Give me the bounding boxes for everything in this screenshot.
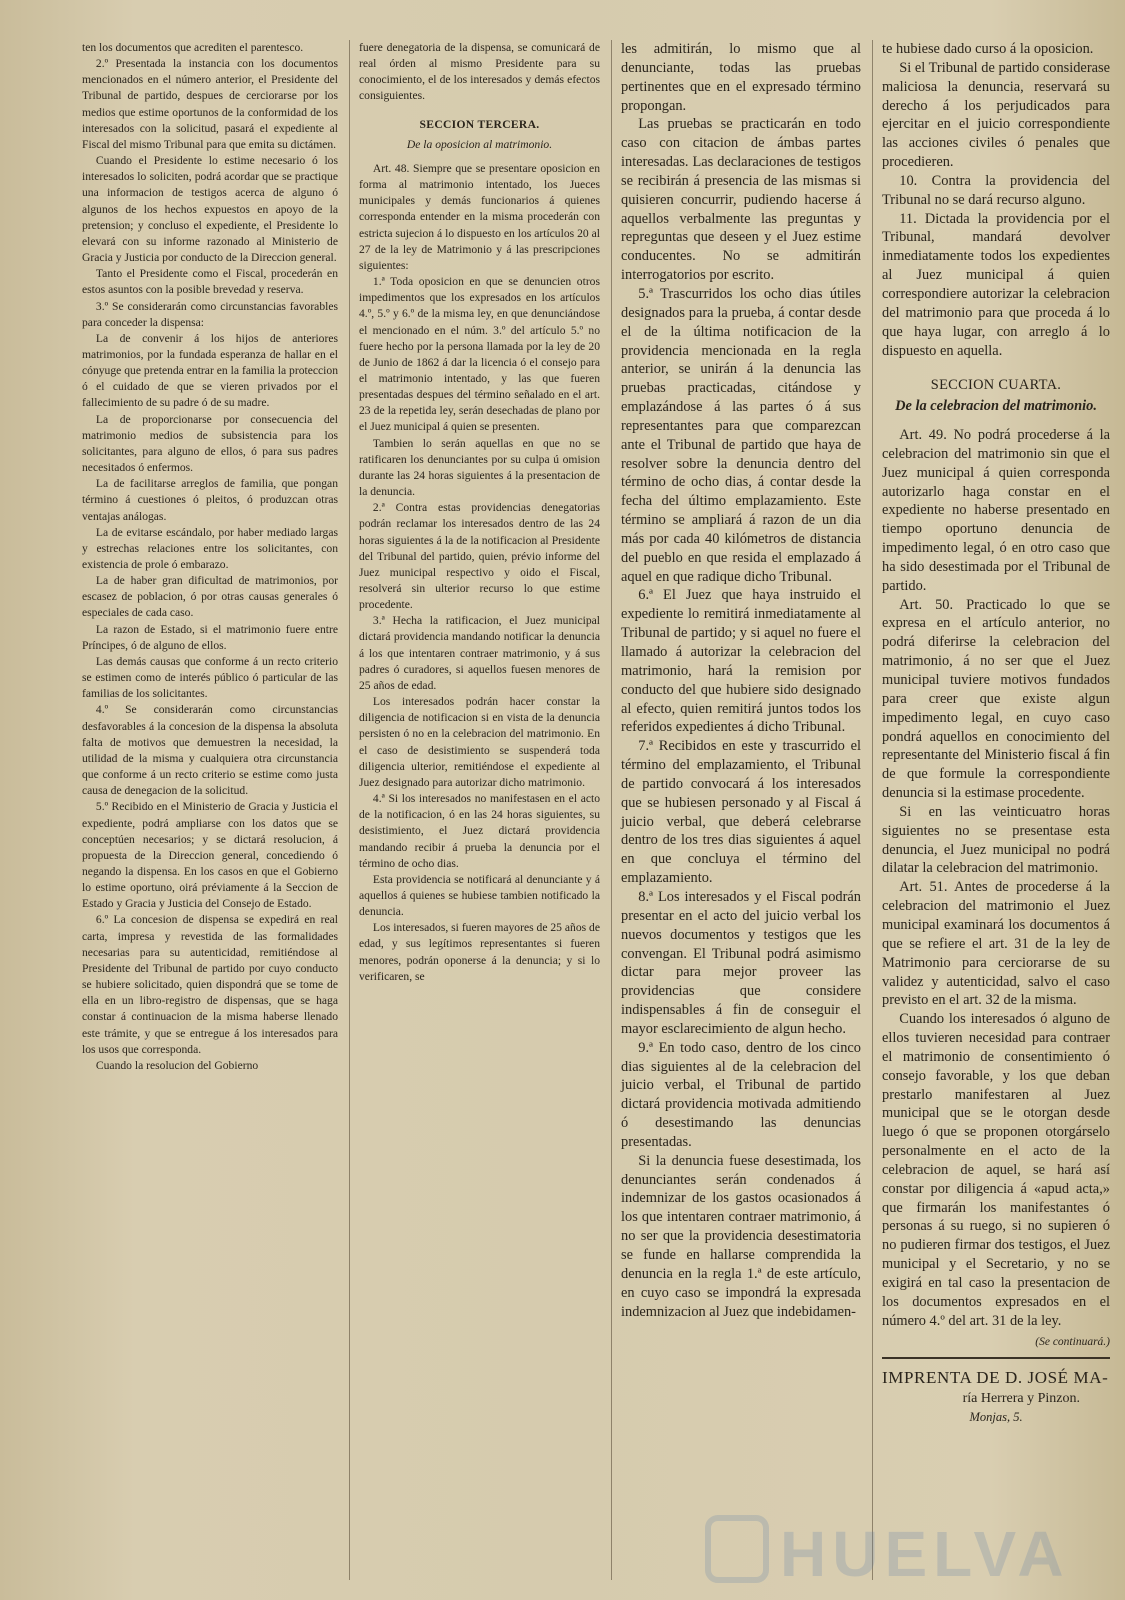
paragraph: Si la denuncia fuese desestimada, los denunciantes serán condenados á indemnizar de los gastos ocasionados á los que intentaren contraer matrimonio, á no ser que la providencia desestimatoria se funde en hallarse comprendida la denuncia en la regla 1.ª de este artículo, en cuyo caso se impondrá la expresada indemnizacion al Juez que indebidamen- [621, 1152, 861, 1320]
imprint-rule [882, 1357, 1110, 1359]
paragraph: les admitirán, lo mismo que al denunciante, todas las pruebas pertinentes que en el expresado término propongan. [621, 41, 861, 114]
paragraph: Tambien lo serán aquellas en que no se ratificaren los denunciantes por su culpa ú omision durante las 24 horas siguientes á la presentacion de la denuncia. [359, 436, 600, 499]
paragraph: Art. 49. No podrá procederse á la celebracion del matrimonio sin que el Juez municipal á quien corresponda autorizarlo haga constar en el expediente no haberse presentado en tiempo oportuno denuncia de impedimento legal, ó en otro caso que ha sido desestimada por el Tribunal de partido. [882, 427, 1110, 594]
paragraph: La de facilitarse arreglos de familia, que pongan término á cuestiones ó pleitos, ó produzcan otras ventajas análogas. [82, 477, 338, 523]
column-4 [872, 40, 1110, 1580]
paragraph: La de haber gran dificultad de matrimonios, por escasez de poblacion, ó por otras causas generales ó especiales de cada caso. [82, 574, 338, 620]
column-3 [611, 40, 861, 1580]
imprint-line-1: IMPRENTA DE D. JOSÉ MA- [882, 1368, 1109, 1388]
paragraph: Tanto el Presidente como el Fiscal, procederán en estos asuntos con la posible brevedad y reserva. [82, 267, 338, 297]
paragraph: 4.ª Si los interesados no manifestasen en el acto de la notificacion, ó en las 24 horas siguientes, su desistimiento, el Juez dictará providencia mandando recibir á prueba la denuncia por el término de ocho dias. [359, 792, 600, 870]
paragraph: 2.º Presentada la instancia con los documentos mencionados en el número anterior, el Presidente del Tribunal de partido, despues de cerciorarse por los medios que estime oportunos de la conformidad de los interesados con la solicitud, pasará el expediente al Fiscal del mismo Tribunal para que emita su dictámen. [82, 57, 338, 151]
section-subheading: De la oposicion al matrimonio. [406, 137, 553, 151]
text-columns [82, 40, 1110, 1580]
section-heading: SECCION CUARTA. [930, 377, 1062, 394]
column-1 [82, 40, 338, 1580]
paragraph: 5.º Recibido en el Ministerio de Gracia y Justicia el expediente, podrá ampliarse con los datos que se conceptúen necesarios; y se dictará resolucion, á propuesta de la Direccion general, concediendo ó negando la dispensa. En los casos en que el Gobierno lo estime oportuno, oirá préviamente á la Seccion de Estado y Gracia y Justicia del Consejo de Estado. [82, 800, 338, 911]
paragraph: 11. Dictada la providencia por el Tribunal, mandará devolver inmediatamente todos los expedientes al Juez municipal á quien correspondiere autorizar la celebracion del matrimonio para que proceda á lo que haya lugar, con arreglo á lo dispuesto en aquella. [882, 210, 1110, 359]
paragraph: fuere denegatoria de la dispensa, se comunicará de real órden al mismo Presidente para su conocimiento, el de los interesados y demás efectos consiguientes. [359, 41, 600, 103]
paragraph: Si el Tribunal de partido considerase maliciosa la denuncia, reservará su derecho á los perjudicados para ejercitar en el juicio correspondiente las acciones civiles ó penales que procedieren. [882, 59, 1110, 171]
paragraph: Si en las veinticuatro horas siguientes no se presentase esta denuncia, el Juez municipal no podrá dilatar la celebracion del matrimonio. [882, 803, 1110, 877]
paragraph: Cuando los interesados ó alguno de ellos tuvieren necesidad para contraer el matrimonio de consentimiento ó consejo favorable, y los que deban prestarlo manifestaren al Juez municipal que se le otorgan desde luego ó que se proponen otorgárselo personalmente en el acto de la celebracion de aquel, se hará así constar por diligencia á «apud acta,» que firmarán los manifestantes ó personas á su ruego, si no supieren ó no pudieren firmar dos testigos, el Juez municipal y el Secretario, y no se exigirá en tal caso la presentacion de los documentos expresados en el número 4.º del art. 31 de la ley. [882, 1011, 1110, 1329]
section-subheading: De la celebracion del matrimonio. [895, 398, 1097, 415]
paragraph: Las pruebas se practicarán en todo caso con citacion de ámbas partes interesadas. Las declaraciones de testigos se recibirán á presencia de las mismas si quisieren concurrir, pudiendo hacerse á aquellos verbalmente las preguntas y repreguntas que deseen y el Juez estime conducentes. No se admitirán interrogatorios por escrito. [621, 116, 861, 284]
watermark-text: HUELVA [780, 1518, 1070, 1590]
paragraph: ten los documentos que acrediten el parentesco. [82, 41, 304, 54]
paragraph: 7.ª Recibidos en este y trascurrido el término del emplazamiento, el Tribunal de partido convocará á los interesados que se hubiesen personado y al Fiscal á juicio verbal, que deberá celebrarse dentro de los tres dias siguientes á aquel en que concluya el término del emplazamiento. [621, 738, 861, 887]
paragraph: Esta providencia se notificará al denunciante y á aquellos á quienes se hubiese tambien notificado la denuncia. [359, 872, 600, 919]
paragraph: 9.ª En todo caso, dentro de los cinco dias siguientes al de la celebracion del juicio verbal, el Tribunal de partido dictará providencia motivada admitiendo ó desestimando las denuncias presentadas. [621, 1039, 861, 1150]
paragraph: te hubiese dado curso á la oposicion. [882, 41, 1094, 57]
paragraph: Los interesados podrán hacer constar la diligencia de notificacion si en vista de la denuncia persisten ó no en la celebracion del matrimonio. En el caso de desistimiento se suspenderá toda diligencia ulterior, remitiéndose el expediente al Juez designado para autorizar dicho matrimonio. [359, 695, 600, 789]
section-heading: SECCION TERCERA. [419, 117, 540, 131]
paragraph: La de proporcionarse por consecuencia del matrimonio medios de subsistencia para los solicitantes, para alguno de ellos, ó para sus padres necesitados ó enfermos. [82, 412, 338, 475]
paragraph: Los interesados, si fueren mayores de 25 años de edad, y sus legítimos representantes si fueren menores, podrán oponerse á la denuncia; y si lo verificaren, se [359, 921, 600, 983]
paragraph: 6.º La concesion de dispensa se expedirá en real carta, impresa y revestida de las formalidades necesarias para su autenticidad, remitiéndose al Presidente del Tribunal de partido por cuyo conducto se hubiere solicitado, quien dispondrá que se tome de ella en un libro-registro de dispensas, que se haga constar á continuacion de la misma haberse llenado este trámite, y que se entregue á los interesados para los usos que corresponda. [82, 913, 338, 1056]
paragraph: 1.ª Toda oposicion en que se denuncien otros impedimentos que los expresados en los artículos 4.º, 5.º y 6.º de la misma ley, en que denunciándose el mencionado en el núm. 3.º del artículo 5.º no fuere hecho por la persona llamada por la ley de 20 de Junio de 1862 á dar la licencia ó el consejo para el matrimonio intentado, y las que fueren presentadas despues del término señalado en el art. 23 de la repetida ley, serán desechadas de plano por el Juez municipal á quien se presenten. [359, 275, 600, 434]
paragraph: La de convenir á los hijos de anteriores matrimonios, por la fundada esperanza de hallar en el cónyuge que pretenda entrar en la familia la proteccion ó el cuidado de que se vieren privados por el fallecimiento de su padre ó de su madre. [82, 331, 338, 410]
imprint-address: Monjas, 5. [969, 1410, 1023, 1425]
paragraph: Las demás causas que conforme á un recto criterio se estimen como de interés público ó particular de las familias de los solicitantes. [82, 654, 338, 701]
paragraph: Art. 48. Siempre que se presentare oposicion en forma al matrimonio intentado, los Jueces municipales y demás funcionarios á quienes corresponda entender en la misma procederán con estricta sujecion á lo dispuesto en los artículos 20 al 27 de la ley de Matrimonio y á las prescripciones siguientes: [359, 161, 600, 272]
paragraph: La de evitarse escándalo, por haber mediado largas y estrechas relaciones entre los solicitantes, con existencia de prole ó embarazo. [82, 525, 338, 571]
paragraph: 5.ª Trascurridos los ocho dias útiles designados para la prueba, á contar desde el de la última notificacion de la providencia mencionada en la regla anterior, se unirán á la denuncia las pruebas practicadas, citándose y emplazándose á las partes ó á sus representantes para que comparezcan ante el Tribunal de partido que haya de resolver sobre la denuncia dentro del término de ocho dias, á contar desde la fecha del último emplazamiento. Este término se ampliará á razon de un dia más por cada 40 kilómetros de distancia del pueblo en que resida el emplazado á aquel en que radique dicho Tribunal. [621, 285, 861, 585]
paragraph: 6.ª El Juez que haya instruido el expediente lo remitirá inmediatamente al Tribunal de partido; y si aquel no fuere el llamado á autorizar la celebracion del matrimonio, hará la remision por conducto del que hubiere sido designado al efecto, quien remitirá juntos todos los referidos expedientes á dicho Tribunal. [621, 587, 861, 736]
paragraph: 2.ª Contra estas providencias denegatorias podrán reclamar los interesados dentro de las 24 horas siguientes á la de la notificacion al Presidente del Tribunal del partido, quien, prévio informe del Juez municipal respectivo y oido el Fiscal, resolverá sin ulterior recurso lo que estime procedente. [359, 501, 600, 612]
column-4-body [882, 40, 1110, 1331]
column-2 [349, 40, 600, 1580]
paragraph: La razon de Estado, si el matrimonio fuere entre Príncipes, ó de alguno de ellos. [82, 622, 338, 652]
paragraph: Cuando la resolucion del Gobierno [95, 1058, 259, 1072]
imprint-line-2: ría Herrera y Pinzon. [962, 1391, 1080, 1407]
paragraph: 3.º Se considerarán como circunstancias favorables para conceder la dispensa: [82, 299, 338, 329]
paragraph: 4.º Se considerarán como circunstancias desfavorables á la concesion de la dispensa la absoluta falta de motivos que demuestren la necesidad, la utilidad de la misma y cualquiera otra circunstancia que conforme á un recto criterio se estime como justa causa de denegacion de la solicitud. [82, 703, 338, 798]
paragraph: Art. 50. Practicado lo que se expresa en el artículo anterior, no podrá diferirse la celebracion del matrimonio, á no ser que el Juez municipal tuviere motivos fundados para creer que existe algun impedimento legal, en cuyo caso pondrá aquellos en conocimiento del representante del Ministerio fiscal á fin de que formule la correspondiente denuncia si la estimase procedente. [882, 596, 1110, 802]
paragraph: 10. Contra la providencia del Tribunal no se dará recurso alguno. [882, 172, 1110, 208]
paragraph: Art. 51. Antes de procederse á la celebracion del matrimonio el Juez municipal examinará los documentos á que se refiere el art. 31 de la ley de Matrimonio para cerciorarse de su validez y autenticidad, salvo el caso previsto en el art. 32 de la misma. [882, 879, 1110, 1009]
continued-note: (Se continuará.) [1035, 1335, 1110, 1348]
paragraph: 3.ª Hecha la ratificacion, el Juez municipal dictará providencia mandando notificar la denuncia á los que intentaren contraer matrimonio, y á sus padres ó curadores, si aquellos fuesen menores de 25 años de edad. [359, 614, 600, 692]
paragraph: 8.ª Los interesados y el Fiscal podrán presentar en el acto del juicio verbal los nuevos documentos y testigos que les convengan. El Tribunal podrá asimismo dictar para mejor proveer las providencias que considere indispensables á fin de conseguir el mayor esclarecimiento de algun hecho. [621, 888, 861, 1037]
paragraph: Cuando el Presidente lo estime necesario ó los interesados lo soliciten, podrá acordar que se practique una informacion de testigos acerca de alguno ó algunos de los hechos expuestos en apoyo de la pretension; y concluso el expediente, el Presidente lo elevará con su informe razonado al Ministerio de Gracia y Justicia por conducto de la Direccion general. [82, 154, 338, 265]
